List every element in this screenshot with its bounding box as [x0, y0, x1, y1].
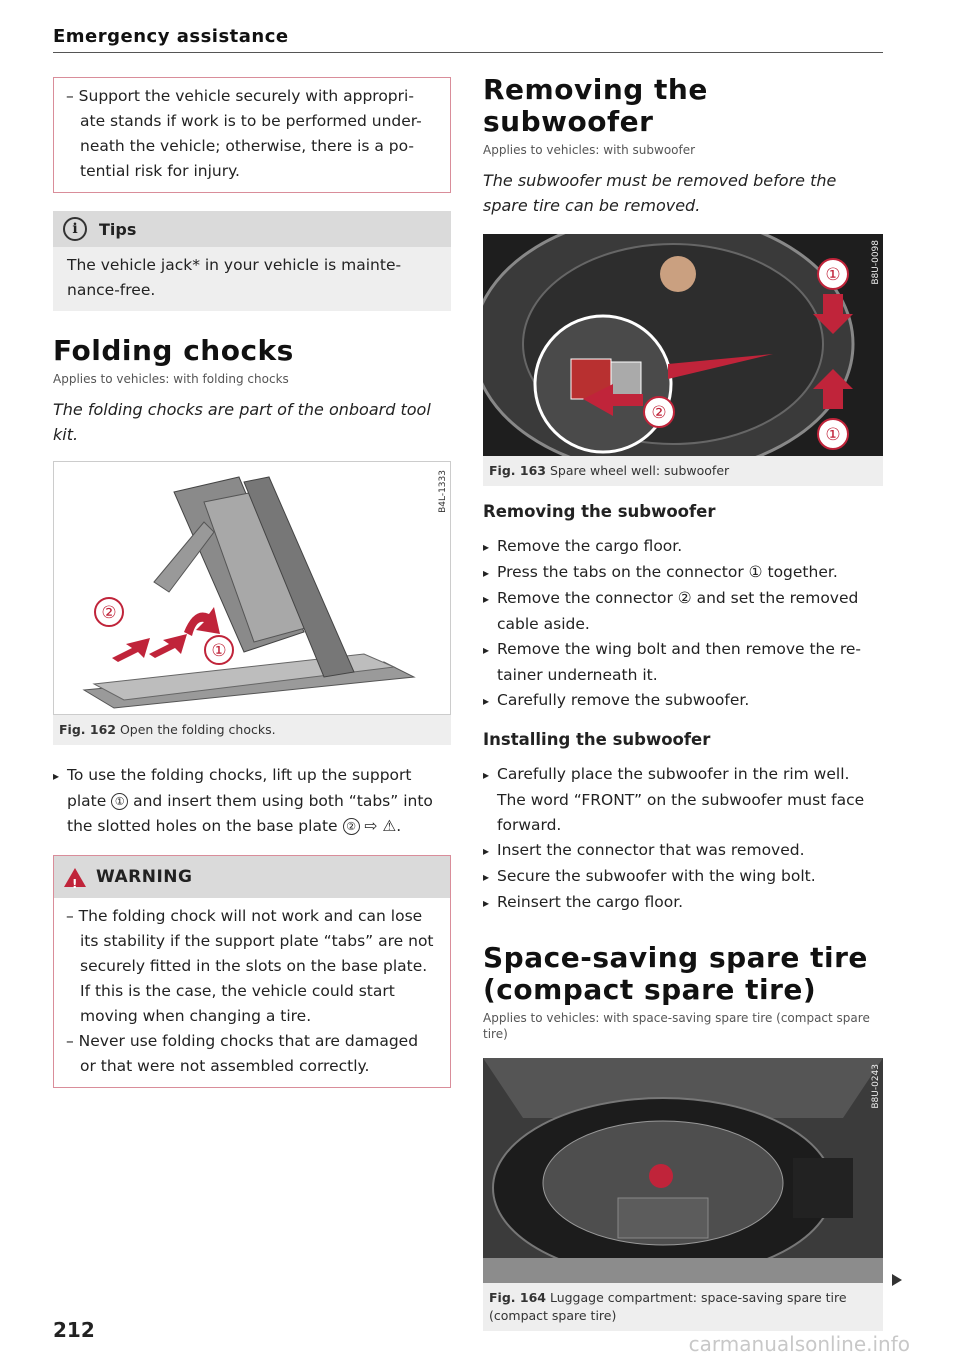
- warning-continued-box: [53, 77, 451, 193]
- callout-2-inline: ②: [343, 818, 360, 835]
- right-column: [483, 74, 883, 1331]
- figure-164: [483, 1058, 883, 1331]
- folding-chocks-illustration: [53, 461, 451, 715]
- header-divider: [53, 52, 883, 53]
- figure-164-text: Luggage compartment: space-saving spare tire (compact spare tire): [489, 1290, 847, 1323]
- warning-triangle-icon: !: [64, 868, 86, 887]
- installing-heading: Installing the subwoofer: [483, 730, 711, 749]
- folding-steps: [53, 763, 451, 839]
- warning-item: – The folding chock will not work and can lose its stability if the support plate “tabs” are not securely fitted in the slots on the base plate. If this is the case, the vehicle could start moving when changing a tire.: [66, 907, 434, 1025]
- figure-code: B4L-1333: [438, 470, 448, 513]
- folding-intro: The folding chocks are part of the onboard tool kit.: [53, 400, 431, 444]
- callout-1: ①: [211, 641, 227, 661]
- installing-step: ▸ Insert the connector that was removed.: [483, 838, 883, 864]
- warning-title: WARNING: [96, 866, 193, 887]
- removing-heading: Removing the subwoofer: [483, 502, 716, 521]
- removing-step: ▸ Press the tabs on the connector ① together.: [483, 560, 883, 586]
- subwoofer-intro: The subwoofer must be removed before the spare tire can be removed.: [483, 171, 837, 215]
- warning-box: [53, 855, 451, 1088]
- tips-box: [53, 211, 451, 311]
- folding-title: Folding chocks: [53, 334, 294, 367]
- installing-step: ▸ Reinsert the cargo floor.: [483, 890, 883, 916]
- warning-item: – Never use folding chocks that are damaged or that were not assembled correctly.: [66, 1032, 419, 1075]
- continue-arrow-icon: [892, 1274, 902, 1286]
- spare-tire-title: Space-saving spare tire (compact spare tire): [483, 941, 868, 1006]
- figure-163-number: Fig. 163: [489, 463, 546, 478]
- figure-162: [53, 461, 451, 745]
- folding-step-a: To use the folding chocks, lift up the support plate: [67, 766, 412, 810]
- callout-2: ②: [651, 403, 667, 423]
- subwoofer-applies: Applies to vehicles: with subwoofer: [483, 143, 696, 157]
- subwoofer-drawing: [483, 234, 883, 456]
- removing-steps: [483, 534, 883, 714]
- subwoofer-photo: [483, 234, 883, 456]
- figure-163-caption: [483, 456, 883, 486]
- callout-1-bottom: ①: [825, 425, 841, 445]
- spare-tire-drawing: [483, 1058, 883, 1283]
- removing-step: ▸ Remove the wing bolt and then remove the re- tainer underneath it.: [483, 637, 883, 688]
- tips-body: The vehicle jack* in your vehicle is mainte- nance-free.: [67, 256, 402, 299]
- page-number: 212: [53, 1318, 95, 1342]
- warning-header: [54, 856, 450, 898]
- figure-162-number: Fig. 162: [59, 722, 116, 737]
- left-column: [53, 77, 451, 1088]
- spare-tire-photo: [483, 1058, 883, 1283]
- watermark: carmanualsonline.info: [688, 1332, 910, 1356]
- removing-step: ▸ Remove the connector ② and set the removed cable aside.: [483, 586, 883, 637]
- tips-header: [53, 211, 451, 247]
- folding-section: [53, 335, 451, 1088]
- figure-code: B8U-0098: [871, 240, 881, 285]
- figure-162-caption: [53, 715, 451, 745]
- removing-step: ▸ Carefully remove the subwoofer.: [483, 688, 883, 714]
- folding-applies: Applies to vehicles: with folding chocks: [53, 372, 289, 386]
- figure-163-text: Spare wheel well: subwoofer: [549, 463, 730, 478]
- info-icon: i: [63, 217, 87, 241]
- warning-continued-text: – Support the vehicle securely with appropri- ate stands if work is to be performed under- neath the vehicle; otherwise, there is a po- tential risk for injury.: [66, 87, 422, 180]
- figure-164-number: Fig. 164: [489, 1290, 546, 1305]
- callout-1-top: ①: [825, 265, 841, 285]
- removing-step: ▸ Remove the cargo floor.: [483, 534, 883, 560]
- figure-162-text: Open the folding chocks.: [119, 722, 276, 737]
- folding-chocks-drawing: [54, 462, 450, 714]
- callout-2: ②: [101, 603, 117, 623]
- folding-step-b: and insert them using both “tabs” into the slotted holes on the base plate: [67, 792, 433, 835]
- spare-tire-applies: Applies to vehicles: with space-saving spare tire (compact spare tire): [483, 1011, 870, 1041]
- callout-1-inline: ①: [111, 793, 128, 810]
- installing-steps: [483, 762, 883, 916]
- folding-step: [53, 763, 451, 839]
- figure-163: [483, 234, 883, 486]
- installing-step: ▸ Secure the subwoofer with the wing bolt.: [483, 864, 883, 890]
- folding-step-c: ⇨ ⚠.: [359, 817, 402, 835]
- installing-step: ▸ Carefully place the subwoofer in the rim well. The word “FRONT” on the subwoofer must face forward.: [483, 762, 883, 838]
- tips-title: Tips: [99, 219, 137, 239]
- section-header: Emergency assistance: [53, 26, 289, 47]
- figure-code: B8U-0243: [871, 1064, 881, 1109]
- figure-164-caption: [483, 1283, 883, 1331]
- warning-body: [54, 898, 450, 1087]
- subwoofer-title: Removing the subwoofer: [483, 73, 708, 138]
